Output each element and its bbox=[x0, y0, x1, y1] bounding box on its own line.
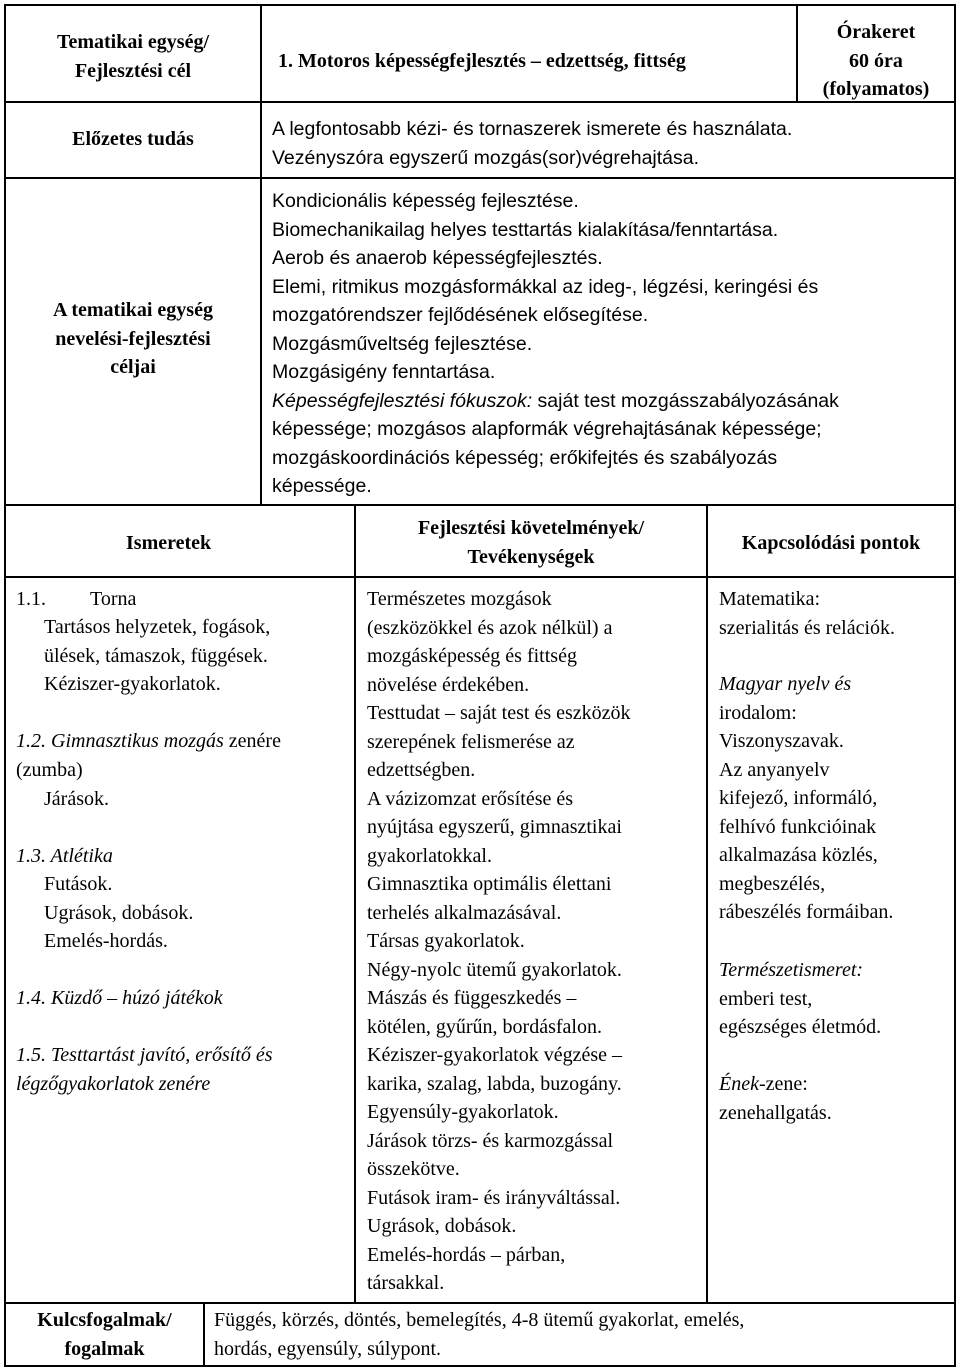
requirement-line: kötélen, gyűrűn, bordásfalon. bbox=[367, 1015, 602, 1038]
science-label: Természetismeret: bbox=[719, 959, 864, 981]
requirement-line: Mászás és függeszkedés – bbox=[367, 987, 577, 1009]
list-item: Emelés-hordás. bbox=[44, 930, 168, 952]
requirement-line: Társas gyakorlatok. bbox=[367, 930, 525, 952]
connection-line: felhívó funkcióinak bbox=[719, 815, 877, 838]
text-line: Aerob és anaerob képességfejlesztés. bbox=[272, 247, 603, 269]
text-line: képessége; mozgásos alapformák végrehajtásának képessége; bbox=[272, 418, 822, 440]
math-connection bbox=[719, 585, 895, 642]
requirement-line: (eszközökkel és azok nélkül) a bbox=[367, 616, 613, 639]
lang-label-cont: irodalom: bbox=[719, 701, 797, 724]
list-item: Ugrások, dobások. bbox=[44, 901, 194, 924]
list-item: légzőgyakorlatok zenére bbox=[16, 1072, 211, 1095]
table-border-top bbox=[4, 4, 956, 6]
keywords-line: hordás, egyensúly, súlypont. bbox=[214, 1337, 442, 1360]
text-line: Biomechanikailag helyes testtartás kialakítása/fenntartása. bbox=[272, 218, 779, 241]
list-item: 1.5. Testtartást javító, erősítő és bbox=[16, 1044, 273, 1066]
col-head-requirements bbox=[356, 514, 706, 571]
requirement-line: Ugrások, dobások. bbox=[367, 1215, 517, 1237]
focus-first: saját test mozgásszabályozásának bbox=[532, 389, 839, 412]
hours-value: 60 óra bbox=[849, 49, 903, 72]
requirement-line: Gimnasztika optimális élettani bbox=[367, 873, 612, 895]
hours-cell bbox=[798, 18, 954, 104]
music-text: zenehallgatás. bbox=[719, 1101, 832, 1124]
text-line: Mozgásigény fenntartása. bbox=[272, 361, 496, 383]
goals-label bbox=[6, 296, 260, 382]
fight-heading: 1.4. Küzdő – húzó játékok bbox=[16, 987, 223, 1009]
connection-line: megbeszélés, bbox=[719, 872, 826, 895]
row-divider-prior bbox=[4, 177, 956, 179]
text-line: Elemi, ritmikus mozgásformákkal az ideg-, légzési, keringési és bbox=[272, 275, 819, 298]
hours-note: (folyamatos) bbox=[822, 78, 930, 100]
keywords-text bbox=[214, 1306, 744, 1363]
torna-items bbox=[44, 613, 270, 699]
table-border-bottom bbox=[4, 1365, 956, 1367]
requirement-line: Négy-nyolc ütemű gyakorlatok. bbox=[367, 958, 622, 981]
text-line: A legfontosabb kézi- és tornaszerek ismerete és használata. bbox=[272, 118, 793, 140]
gym-sub: Járások. bbox=[44, 788, 109, 810]
col-divider-keywords bbox=[203, 1302, 205, 1367]
requirement-line: karika, szalag, labda, buzogány. bbox=[367, 1072, 622, 1095]
col-head-connections: Kapcsolódási pontok bbox=[741, 532, 921, 554]
requirement-line: társakkal. bbox=[367, 1272, 445, 1294]
unit-label-line: Tematikai egység/ bbox=[56, 31, 210, 53]
requirement-line: Természetes mozgások bbox=[367, 588, 552, 610]
connection-line: kifejező, informáló, bbox=[719, 787, 878, 809]
focus-label: Képességfejlesztési fókuszok: bbox=[272, 389, 533, 412]
requirement-line: Járások törzs- és karmozgással bbox=[367, 1129, 614, 1152]
gym-rest: zenére bbox=[223, 730, 281, 752]
math-label: Matematika: bbox=[719, 588, 821, 610]
requirements-list bbox=[367, 585, 631, 1298]
atl-heading: 1.3. Atlétika bbox=[16, 845, 113, 867]
gym-cont: (zumba) bbox=[16, 759, 83, 781]
requirement-line: gyakorlatokkal. bbox=[367, 844, 492, 867]
list-item: Tartásos helyzetek, fogások, bbox=[44, 616, 271, 638]
col-divider-label-top bbox=[260, 4, 262, 506]
science-connection bbox=[719, 956, 881, 1042]
row-divider-content bbox=[4, 1302, 956, 1304]
goals-label-line: nevelési-fejlesztési bbox=[55, 327, 211, 350]
requirement-line: Testtudat – saját test és eszközök bbox=[367, 702, 631, 724]
lang-label: Magyar nyelv és bbox=[719, 673, 852, 695]
connection-line: alkalmazása közlés, bbox=[719, 844, 878, 866]
gym-heading bbox=[16, 727, 281, 756]
text-line: Vezényszóra egyszerű mozgás(sor)végrehajtása. bbox=[272, 146, 700, 169]
requirement-line: Futások iram- és irányváltással. bbox=[367, 1186, 621, 1209]
lang-connection bbox=[719, 670, 893, 927]
requirement-line: A vázizomzat erősítése és bbox=[367, 787, 574, 810]
table-border-left bbox=[4, 4, 6, 1367]
list-item: ülések, támaszok, függések. bbox=[44, 644, 268, 667]
prior-knowledge-text bbox=[272, 115, 792, 172]
keywords-line: Függés, körzés, döntés, bemelegítés, 4-8 ütemű gyakorlat, emelés, bbox=[214, 1309, 745, 1331]
prior-knowledge-label: Előzetes tudás bbox=[72, 128, 194, 150]
goals-label-line: céljai bbox=[110, 356, 156, 378]
connection-line: Viszonyszavak. bbox=[719, 730, 844, 752]
text-line: mozgáskoordinációs képesség; erőkifejtés és szabályozás bbox=[272, 446, 778, 469]
requirement-line: Kéziszer-gyakorlatok végzése – bbox=[367, 1044, 623, 1066]
connection-line: egészséges életmód. bbox=[719, 1016, 882, 1038]
keywords-label bbox=[6, 1306, 203, 1363]
col-head-knowledge: Ismeretek bbox=[126, 532, 212, 554]
requirement-line: mozgásképesség és fittség bbox=[367, 645, 577, 667]
posture-heading bbox=[16, 1041, 273, 1098]
keywords-label-line: Kulcsfogalmak/ bbox=[37, 1309, 172, 1331]
connection-line: emberi test, bbox=[719, 987, 813, 1010]
gym-title: 1.2. Gimnasztikus mozgás bbox=[16, 730, 224, 752]
hours-label: Órakeret bbox=[836, 21, 916, 43]
music-rest: -zene: bbox=[758, 1073, 808, 1095]
torna-heading bbox=[16, 585, 136, 614]
row-divider-colheads bbox=[4, 576, 956, 578]
col-divider-connections bbox=[706, 504, 708, 1304]
list-item: Kéziszer-gyakorlatok. bbox=[44, 673, 221, 695]
goals-text bbox=[272, 187, 839, 501]
goals-label-line: A tematikai egység bbox=[53, 299, 213, 321]
requirement-line: Emelés-hordás – párban, bbox=[367, 1243, 566, 1266]
music-heading bbox=[719, 1070, 832, 1099]
text-line: Kondicionális képesség fejlesztése. bbox=[272, 190, 579, 212]
requirement-line: terhelés alkalmazásával. bbox=[367, 901, 562, 924]
connection-line: rábeszélés formáiban. bbox=[719, 901, 894, 923]
requirement-line: Egyensúly-gyakorlatok. bbox=[367, 1101, 559, 1123]
torna-number: 1.1. bbox=[16, 588, 46, 610]
requirement-line: szerepének felismerése az bbox=[367, 730, 575, 753]
row-divider-goals bbox=[4, 504, 956, 506]
unit-label-line: Fejlesztési cél bbox=[74, 59, 192, 82]
music-connection bbox=[719, 1070, 832, 1127]
requirement-line: összekötve. bbox=[367, 1158, 460, 1180]
text-line: mozgatórendszer fejlődésének elősegítése. bbox=[272, 304, 649, 326]
col-head-line: Fejlesztési követelmények/ bbox=[417, 517, 645, 539]
list-item: Futások. bbox=[44, 873, 113, 895]
col-divider-knowledge bbox=[354, 504, 356, 1304]
col-head-line: Tevékenységek bbox=[467, 545, 595, 568]
requirement-line: növelése érdekében. bbox=[367, 673, 530, 696]
connection-line: Az anyanyelv bbox=[719, 758, 830, 781]
requirement-line: edzettségben. bbox=[367, 759, 476, 781]
unit-label bbox=[6, 28, 260, 85]
text-line: Mozgásműveltség fejlesztése. bbox=[272, 332, 533, 355]
atl-items bbox=[44, 870, 193, 956]
keywords-label-line: fogalmak bbox=[64, 1337, 145, 1360]
requirement-line: nyújtása egyszerű, gimnasztikai bbox=[367, 816, 622, 838]
table-border-right bbox=[954, 4, 956, 1367]
music-label: Ének bbox=[719, 1073, 759, 1095]
torna-title: Torna bbox=[90, 588, 137, 610]
text-line: képessége. bbox=[272, 475, 372, 497]
math-text: szerialitás és relációk. bbox=[719, 616, 896, 639]
unit-title: 1. Motoros képességfejlesztés – edzettség, fittség bbox=[278, 50, 686, 72]
focus-line bbox=[272, 387, 839, 416]
